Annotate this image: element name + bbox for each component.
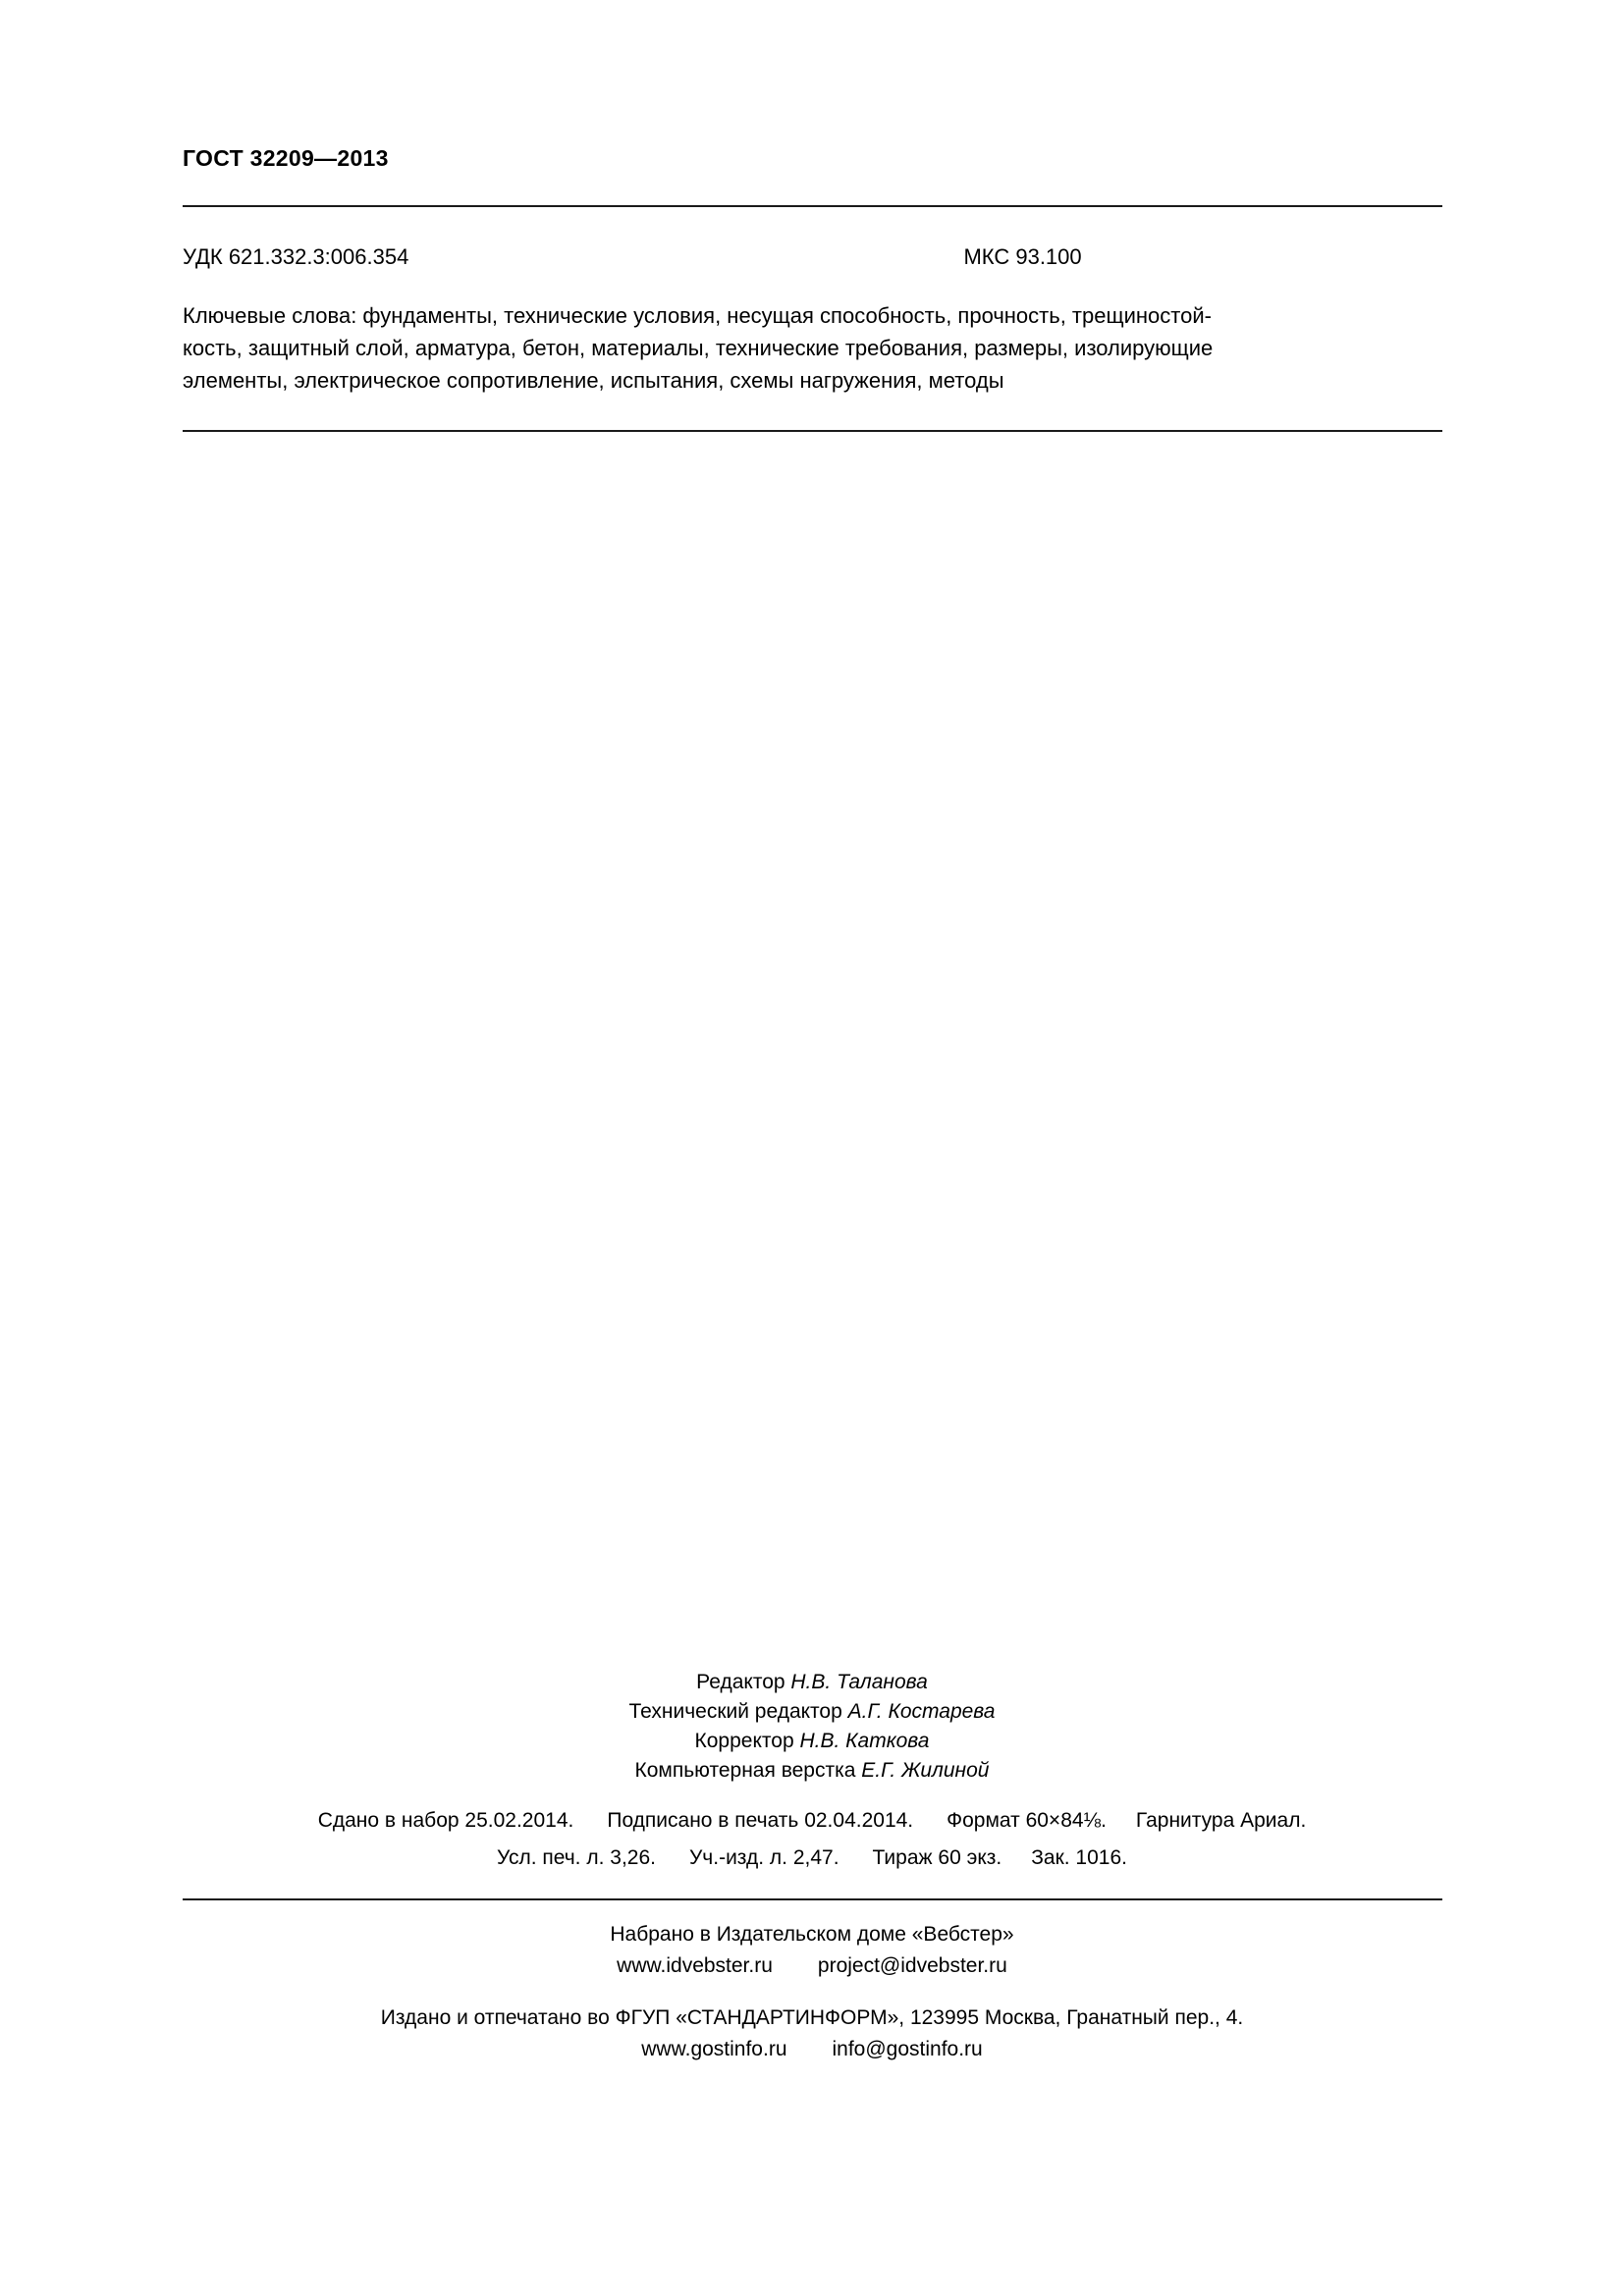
credit-typesetter bbox=[0, 1756, 1624, 1786]
credit-proofreader-name: Н.В. Каткова bbox=[799, 1730, 930, 1752]
credit-technical-editor-name: А.Г. Костарева bbox=[847, 1700, 996, 1723]
footer-divider-rule bbox=[183, 1898, 1442, 1900]
standard-number-header: ГОСТ 32209—2013 bbox=[183, 145, 389, 171]
keywords-line: кость, защитный слой, арматура, бетон, материалы, технические требования, размеры, изолирующие bbox=[183, 336, 1214, 360]
header-divider-rule bbox=[183, 205, 1442, 207]
credit-proofreader-label: Корректор bbox=[694, 1730, 800, 1752]
gostinfo-email-link[interactable]: info@gostinfo.ru bbox=[832, 2038, 983, 2060]
keywords-line: элементы, электрическое сопротивление, испытания, схемы нагружения, методы bbox=[183, 368, 1004, 393]
credit-editor-name: Н.В. Таланова bbox=[790, 1671, 928, 1693]
keywords-divider-rule bbox=[183, 430, 1442, 432]
keywords-block bbox=[183, 299, 1447, 397]
credit-proofreader bbox=[0, 1727, 1624, 1756]
credit-technical-editor bbox=[0, 1697, 1624, 1727]
webster-website-link[interactable]: www.idvebster.ru bbox=[617, 1954, 773, 1977]
credit-editor-label: Редактор bbox=[696, 1671, 791, 1693]
print-typeface: Гарнитура Ариал. bbox=[1135, 1809, 1307, 1832]
print-format: Формат 60×84⅛. bbox=[947, 1809, 1107, 1832]
webster-contact-line bbox=[0, 1950, 1624, 1982]
credits-block bbox=[0, 1668, 1624, 1786]
gostinfo-website-link[interactable]: www.gostinfo.ru bbox=[641, 2038, 787, 2060]
print-order-number: Зак. 1016. bbox=[1031, 1846, 1127, 1869]
keywords-line: Ключевые слова: фундаменты, технические условия, несущая способность, прочность, трещиностой- bbox=[183, 303, 1212, 328]
credit-typesetter-name: Е.Г. Жилиной bbox=[861, 1759, 990, 1782]
print-submitted-date: Сдано в набор 25.02.2014. bbox=[317, 1809, 574, 1832]
gostinfo-contact-line bbox=[0, 2034, 1624, 2065]
credit-typesetter-label: Компьютерная верстка bbox=[634, 1759, 862, 1782]
credit-editor bbox=[0, 1668, 1624, 1697]
print-signed-date: Подписано в печать 02.04.2014. bbox=[607, 1809, 914, 1832]
mks-code: МКС 93.100 bbox=[963, 244, 1082, 269]
credit-technical-editor-label: Технический редактор bbox=[628, 1700, 848, 1723]
print-accounting-sheets: Уч.-изд. л. 2,47. bbox=[688, 1846, 839, 1869]
udk-code: УДК 621.332.3:006.354 bbox=[183, 244, 409, 269]
print-conventional-sheets: Усл. печ. л. 3,26. bbox=[497, 1846, 656, 1869]
print-data-row-2 bbox=[0, 1846, 1624, 1870]
typeset-by-line: Набрано в Издательском доме «Вебстер» bbox=[610, 1923, 1014, 1946]
print-circulation: Тираж 60 экз. bbox=[872, 1846, 1002, 1869]
print-data-row-1 bbox=[0, 1809, 1624, 1833]
classification-codes-row bbox=[183, 244, 1442, 270]
webster-email-link[interactable]: project@idvebster.ru bbox=[817, 1954, 1007, 1977]
printed-by-line: Издано и отпечатано во ФГУП «СТАНДАРТИНФОРМ», 123995 Москва, Гранатный пер., 4. bbox=[380, 2006, 1244, 2029]
